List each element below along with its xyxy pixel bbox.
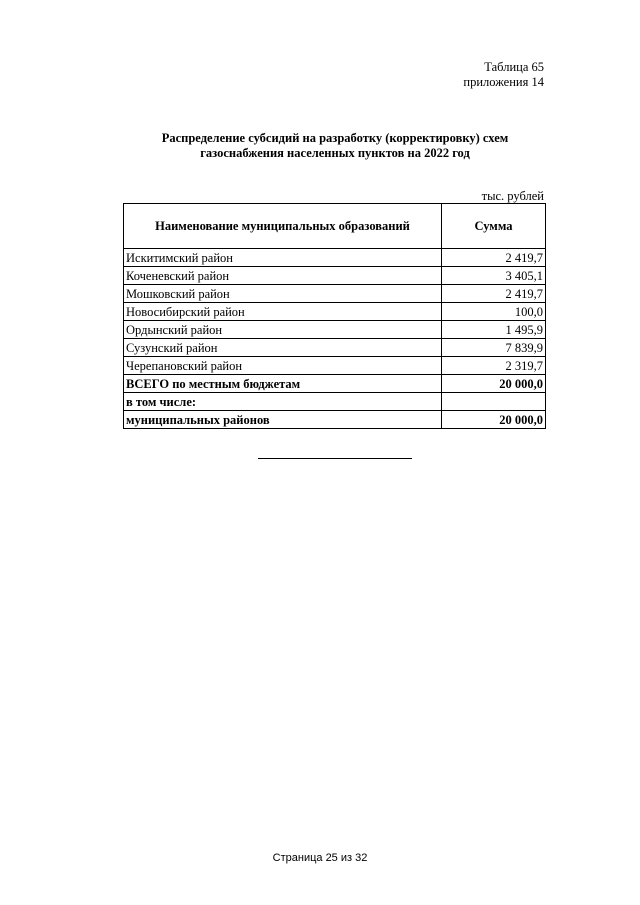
units-label: тыс. рублей — [481, 189, 544, 203]
row-name: Черепановский район — [124, 357, 442, 375]
row-name: Новосибирский район — [124, 303, 442, 321]
row-sum: 2 419,7 — [442, 285, 546, 303]
title-line-1: Распределение субсидий на разработку (корректировку) схем — [161, 131, 509, 145]
page-number: Страница 25 из 32 — [272, 852, 368, 864]
row-sum: 7 839,9 — [442, 339, 546, 357]
row-name: Коченевский район — [124, 267, 442, 285]
municipal-districts-sum: 20 000,0 — [442, 411, 546, 429]
including-sum — [442, 393, 546, 411]
table-row — [124, 267, 546, 285]
including-label: в том числе: — [124, 393, 442, 411]
row-name: Искитимский район — [124, 249, 442, 267]
table-row — [124, 303, 546, 321]
table-row — [124, 285, 546, 303]
column-header-name: Наименование муниципальных образований — [124, 204, 442, 249]
row-name: Мошковский район — [124, 285, 442, 303]
table-row — [124, 339, 546, 357]
including-row — [124, 393, 546, 411]
table-number: Таблица 65 — [484, 60, 544, 74]
appendix-reference: приложения 14 — [463, 75, 544, 89]
row-sum: 2 419,7 — [442, 249, 546, 267]
total-row — [124, 375, 546, 393]
document-title — [124, 131, 546, 161]
table-row — [124, 249, 546, 267]
row-sum: 100,0 — [442, 303, 546, 321]
table-row — [124, 357, 546, 375]
end-divider — [258, 458, 412, 459]
row-sum: 2 319,7 — [442, 357, 546, 375]
table-row — [124, 321, 546, 339]
row-sum: 1 495,9 — [442, 321, 546, 339]
table-reference — [463, 60, 544, 90]
total-sum: 20 000,0 — [442, 375, 546, 393]
title-line-2: газоснабжения населенных пунктов на 2022 год — [200, 146, 470, 160]
row-sum: 3 405,1 — [442, 267, 546, 285]
row-name: Ордынский район — [124, 321, 442, 339]
row-name: Сузунский район — [124, 339, 442, 357]
table-header-row — [124, 204, 546, 249]
column-header-sum: Сумма — [442, 204, 546, 249]
total-label: ВСЕГО по местным бюджетам — [124, 375, 442, 393]
municipal-districts-row — [124, 411, 546, 429]
municipal-districts-label: муниципальных районов — [124, 411, 442, 429]
subsidies-table — [123, 203, 546, 429]
